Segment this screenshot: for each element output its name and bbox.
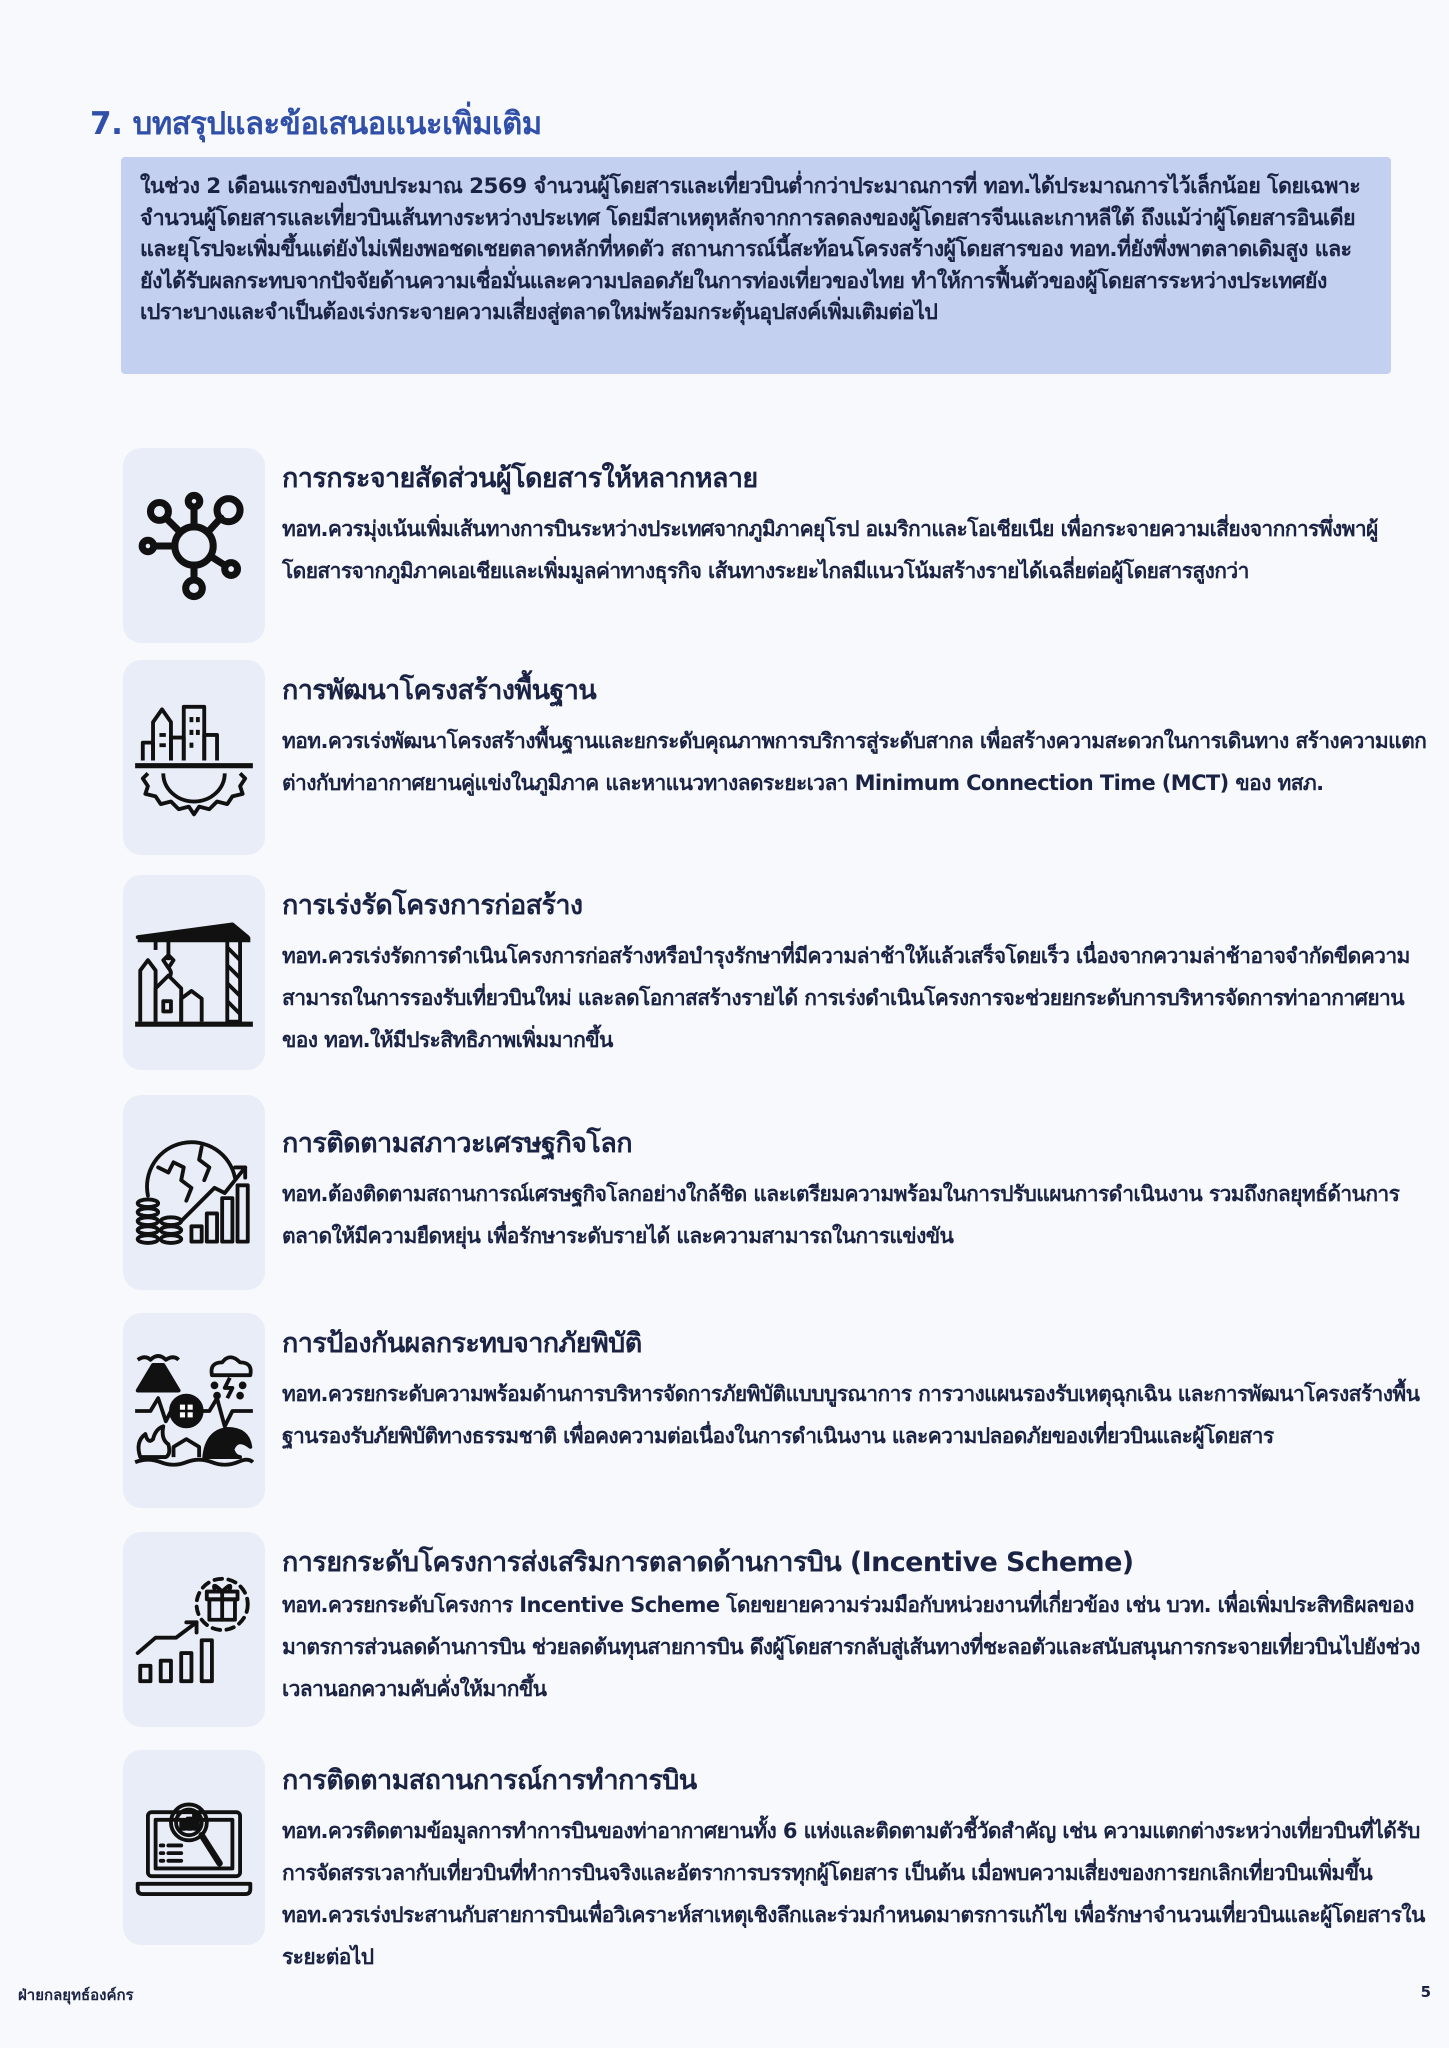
icon-card [123, 875, 265, 1070]
item-body: ทอท.ต้องติดตามสถานการณ์เศรษฐกิจโลกอย่างใกล้ชิด และเตรียมความพร้อมในการปรับแผนการดำเนินงาน รวมถึงกลยุทธ์ด้านการตลาดให้มีความยืดหยุ่น เพื่อรักษาระดับรายได้ และความสามารถในการแข่งขัน [282, 1182, 1400, 1248]
item-body: ทอท.ควรเร่งรัดการดำเนินโครงการก่อสร้างหรือบำรุงรักษาที่มีความล่าช้าให้แล้วเสร็จโดยเร็ว เนื่องจากความล่าช้าอาจจำกัดขีดความสามารถในการรองรับเที่ยวบินใหม่ และลดโอกาสสร้างรายได้ การเร่งดำเนินโครงการจะช่วยยกระดับการบริหารจัดการท่าอากาศยานของ ทอท.ให้มีประสิทธิภาพเพิ่มมากขึ้น [282, 944, 1410, 1052]
page-number: 5 [1420, 1983, 1431, 2001]
item-body: ทอท.ควรติดตามข้อมูลการทำการบินของท่าอากาศยานทั้ง 6 แห่งและติดตามตัวชี้วัดสำคัญ เช่น ความแตกต่างระหว่างเที่ยวบินที่ได้รับการจัดสรรเวลากับเที่ยวบินที่ทำการบินจริงและอัตราการบรรทุกผู้โดยสาร เป็นต้น เมื่อพบความเสี่ยงของการยกเลิกเที่ยวบินเพิ่มขึ้น ทอท.ควรเร่งประสานกับสายการบินเพื่อวิเคราะห์สาเหตุเชิงลึกและร่วมกำหนดมาตรการแก้ไข เพื่อรักษาจำนวนเที่ยวบินและผู้โดยสารในระยะต่อไป [282, 1819, 1425, 1969]
global-economy-growth-icon [130, 1129, 258, 1257]
construction-crane-icon [130, 909, 258, 1037]
item-title: การป้องกันผลกระทบจากภัยพิบัติ [282, 1328, 642, 1359]
item-body: ทอท.ควรยกระดับโครงการ Incentive Scheme โดยขยายความร่วมมือกับหน่วยงานที่เกี่ยวข้อง เช่น บวท. เพื่อเพิ่มประสิทธิผลของมาตรการส่วนลดด้านการบิน ช่วยลดต้นทุนสายการบิน ดึงผู้โดยสารกลับสู่เส้นทางที่ชะลอตัวและสนับสนุนการกระจายเที่ยวบินไปยังช่วงเวลานอกความคับคั่งให้มากขึ้น [282, 1593, 1420, 1701]
icon-card [123, 448, 265, 643]
icon-card [123, 660, 265, 855]
item-body: ทอท.ควรเร่งพัฒนาโครงสร้างพื้นฐานและยกระดับคุณภาพการบริการสู่ระดับสากล เพื่อสร้างความสะดวกในการเดินทาง สร้างความแตกต่างกับท่าอากาศยานคู่แข่งในภูมิภาค และหาแนวทางลดระยะเวลา Minimum Connection Time (MCT) ของ ทสภ. [282, 729, 1427, 795]
item-title: การติดตามสถานการณ์การทำการบิน [282, 1765, 697, 1796]
icon-card [123, 1095, 265, 1290]
item-body: ทอท.ควรมุ่งเน้นเพิ่มเส้นทางการบินระหว่างประเทศจากภูมิภาคยุโรป อเมริกาและโอเชียเนีย เพื่อกระจายความเสี่ยงจากการพึ่งพาผู้โดยสารจากภูมิภาคเอเชียและเพิ่มมูลค่าทางธุรกิจ เส้นทางระยะไกลมีแนวโน้มสร้างรายได้เฉลี่ยต่อผู้โดยสารสูงกว่า [282, 517, 1378, 583]
item-title: การติดตามสภาวะเศรษฐกิจโลก [282, 1128, 633, 1159]
icon-card [123, 1750, 265, 1945]
gift-incentive-growth-icon [130, 1566, 258, 1694]
network-hub-icon [130, 482, 258, 610]
footer-department: ฝ่ายกลยุทธ์องค์กร [18, 1986, 134, 2004]
icon-card [123, 1532, 265, 1727]
icon-card [123, 1313, 265, 1508]
item-body: ทอท.ควรยกระดับความพร้อมด้านการบริหารจัดการภัยพิบัติแบบบูรณาการ การวางแผนรองรับเหตุฉุกเฉิน และการพัฒนาโครงสร้างพื้นฐานรองรับภัยพิบัติทางธรรมชาติ เพื่อคงความต่อเนื่องในการดำเนินงาน และความปลอดภัยของเที่ยวบินและผู้โดยสาร [282, 1382, 1420, 1448]
monitoring-analytics-laptop-icon [130, 1784, 258, 1912]
item-title: การกระจายสัดส่วนผู้โดยสารให้หลากหลาย [282, 463, 758, 494]
item-title: การพัฒนาโครงสร้างพื้นฐาน [282, 675, 597, 706]
summary-box: ในช่วง 2 เดือนแรกของปีงบประมาณ 2569 จำนวนผู้โดยสารและเที่ยวบินต่ำกว่าประมาณการที่ ทอท.ได้ประมาณการไว้เล็กน้อย โดยเฉพาะจำนวนผู้โดยสารและเที่ยวบินเส้นทางระหว่างประเทศ โดยมีสาเหตุหลักจากการลดลงของผู้โดยสารจีนและเกาหลีใต้ ถึงแม้ว่าผู้โดยสารอินเดียและยุโรปจะเพิ่มขึ้นแต่ยังไม่เพียงพอชดเชยตลาดหลักที่หดตัว สถานการณ์นี้สะท้อนโครงสร้างผู้โดยสารของ ทอท.ที่ยังพึ่งพาตลาดเดิมสูง และยังได้รับผลกระทบจากปัจจัยด้านความเชื่อมั่นและความปลอดภัยในการท่องเที่ยวของไทย ทำให้การฟื้นตัวของผู้โดยสารระหว่างประเทศยังเปราะบางและจำเป็นต้องเร่งกระจายความเสี่ยงสู่ตลาดใหม่พร้อมกระตุ้นอุปสงค์เพิ่มเติมต่อไป [121, 157, 1391, 374]
city-infrastructure-gear-icon [130, 694, 258, 822]
section-title: 7. บทสรุปและข้อเสนอแนะเพิ่มเติม [90, 106, 542, 142]
item-title: การเร่งรัดโครงการก่อสร้าง [282, 890, 583, 921]
natural-disaster-icon [130, 1347, 258, 1475]
item-title: การยกระดับโครงการส่งเสริมการตลาดด้านการบิน (Incentive Scheme) [282, 1547, 1134, 1578]
